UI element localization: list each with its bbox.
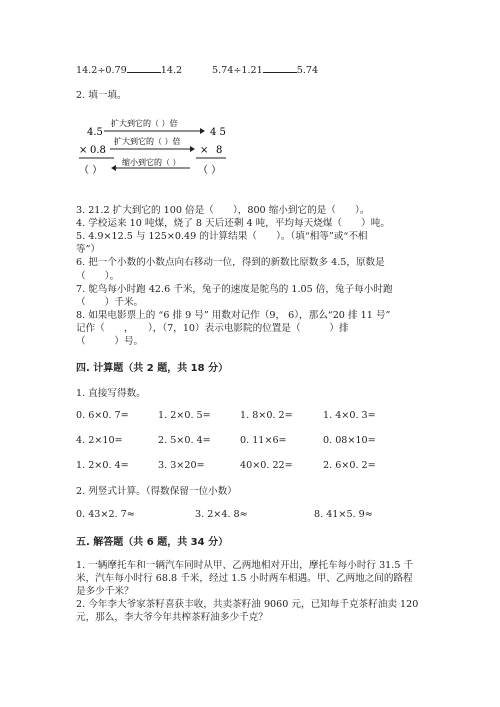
calc-item: 1. 8×0. 2= xyxy=(240,410,293,421)
left3-blank: （ ） xyxy=(79,165,103,176)
fill-line: 4. 学校运来 10 吨煤，烧了 8 天后还剩 4 吨，平均每天烧煤（ ）吨。 xyxy=(76,218,390,229)
expr2-right: 5.74 xyxy=(296,65,319,76)
section-4-q1-title: 1. 直接写得数。 xyxy=(76,388,146,399)
fill-line: 8. 如果电影票上的 “6 排 9 号” 用数对记作（9， 6），那么“20 排 11 号” xyxy=(76,310,391,321)
fill-line: 7. 鸵鸟每小时跑 42.6 千米，兔子的速度是鸵鸟的 1.05 倍，兔子每小时跑 xyxy=(76,284,393,295)
calc-item: 1. 4×0. 3= xyxy=(323,410,376,421)
answer-blank[interactable] xyxy=(127,63,161,73)
calc-item: 0. 6×0. 7= xyxy=(76,410,129,421)
calc-item: 0. 11×6= xyxy=(240,435,287,446)
fill-line: 5. 4.9×12.5 与 125×0.49 的计算结果（ ）。（填“相等”或“不相 xyxy=(76,231,368,242)
comparison-row-2 xyxy=(212,63,318,77)
fill-line: （ ）千米。 xyxy=(76,297,144,308)
answer-line: 1. 一辆摩托车和一辆汽车同时从甲、乙两地相对开出，摩托车每小时行 31.5 千 xyxy=(76,560,414,571)
calc-item: 3. 3×20= xyxy=(158,460,205,471)
diagram-n1: 4.5 xyxy=(87,127,103,138)
arrow-1-label: 扩大到它的（ ）倍 xyxy=(111,119,178,128)
fill-line: 等”） xyxy=(76,244,101,255)
arrow-1-head xyxy=(200,128,205,134)
fill-line: （ ）号。 xyxy=(76,336,144,347)
fill-line: 6. 把一个小数的小数点向右移动一位，得到的新数比原数多 4.5，原数是 xyxy=(76,257,385,268)
answer-blank[interactable] xyxy=(263,63,297,73)
vertical-calc-item: 8. 41×5. 9≈ xyxy=(314,509,373,520)
fill-line: （ ）。 xyxy=(76,271,120,282)
question-2-title: 2. 填一填。 xyxy=(76,90,127,101)
calc-item: 1. 2×0. 4= xyxy=(76,460,129,471)
comparison-row xyxy=(76,63,182,77)
arrow-3-head xyxy=(111,165,116,171)
vertical-calc-item: 3. 2×4. 8≈ xyxy=(195,509,248,520)
diagram-r1: 4 5 xyxy=(210,127,226,138)
section-5-heading: 五. 解答题（共 6 题，共 34 分） xyxy=(76,537,229,548)
arrow-2-head xyxy=(190,146,195,152)
expr1-right: 14.2 xyxy=(160,65,183,76)
left2-prefix: × xyxy=(79,145,88,156)
calc-item: 4. 2×10= xyxy=(76,435,123,446)
expr1-left: 14.2÷0.79 xyxy=(76,65,127,76)
fill-line: 记作（ ， ），（7，10）表示电影院的位置是（ ）排 xyxy=(76,323,349,334)
r2-value: 8 xyxy=(216,145,223,156)
fill-line: 3. 21.2 扩大到它的 100 倍是（ ），800 缩小到它的是（ ）。 xyxy=(76,205,370,216)
r3-blank: （ ） xyxy=(198,165,222,176)
answer-line: 是多少千米？ xyxy=(76,586,134,597)
section-4-q2-title: 2. 列竖式计算。（得数保留一位小数） xyxy=(76,486,237,497)
vertical-calc-item: 0. 43×2. 7≈ xyxy=(76,509,135,520)
section-4-heading: 四. 计算题（共 2 题，共 18 分） xyxy=(76,363,229,374)
answer-line: 米，汽车每小时行 68.8 千米，经过 1.5 小时两车相遇。甲、乙两地之间的路程 xyxy=(76,573,413,584)
calc-item: 40×0. 22= xyxy=(240,460,293,471)
calc-item: 2. 5×0. 4= xyxy=(158,435,211,446)
answer-line: 元，那么，李大爷今年共榨茶籽油多少千克？ xyxy=(76,612,268,623)
left2-value: 0.8 xyxy=(90,145,106,156)
arrow-3-label: 缩小到它的（ ） xyxy=(122,158,181,167)
arrow-2-label: 扩大到它的（ ）倍 xyxy=(114,137,181,146)
calc-item: 2. 6×0. 2= xyxy=(323,460,376,471)
calc-item: 1. 2×0. 5= xyxy=(158,410,211,421)
answer-line: 2. 今年李大爷家茶籽喜获丰收，共卖茶籽油 9060 元，已知每千克茶籽油卖 120 xyxy=(76,599,419,610)
calc-item: 0. 08×10= xyxy=(323,435,376,446)
r2-prefix: × xyxy=(200,145,209,156)
expr2-left: 5.74÷1.21 xyxy=(212,65,263,76)
scale-diagram xyxy=(74,113,274,183)
